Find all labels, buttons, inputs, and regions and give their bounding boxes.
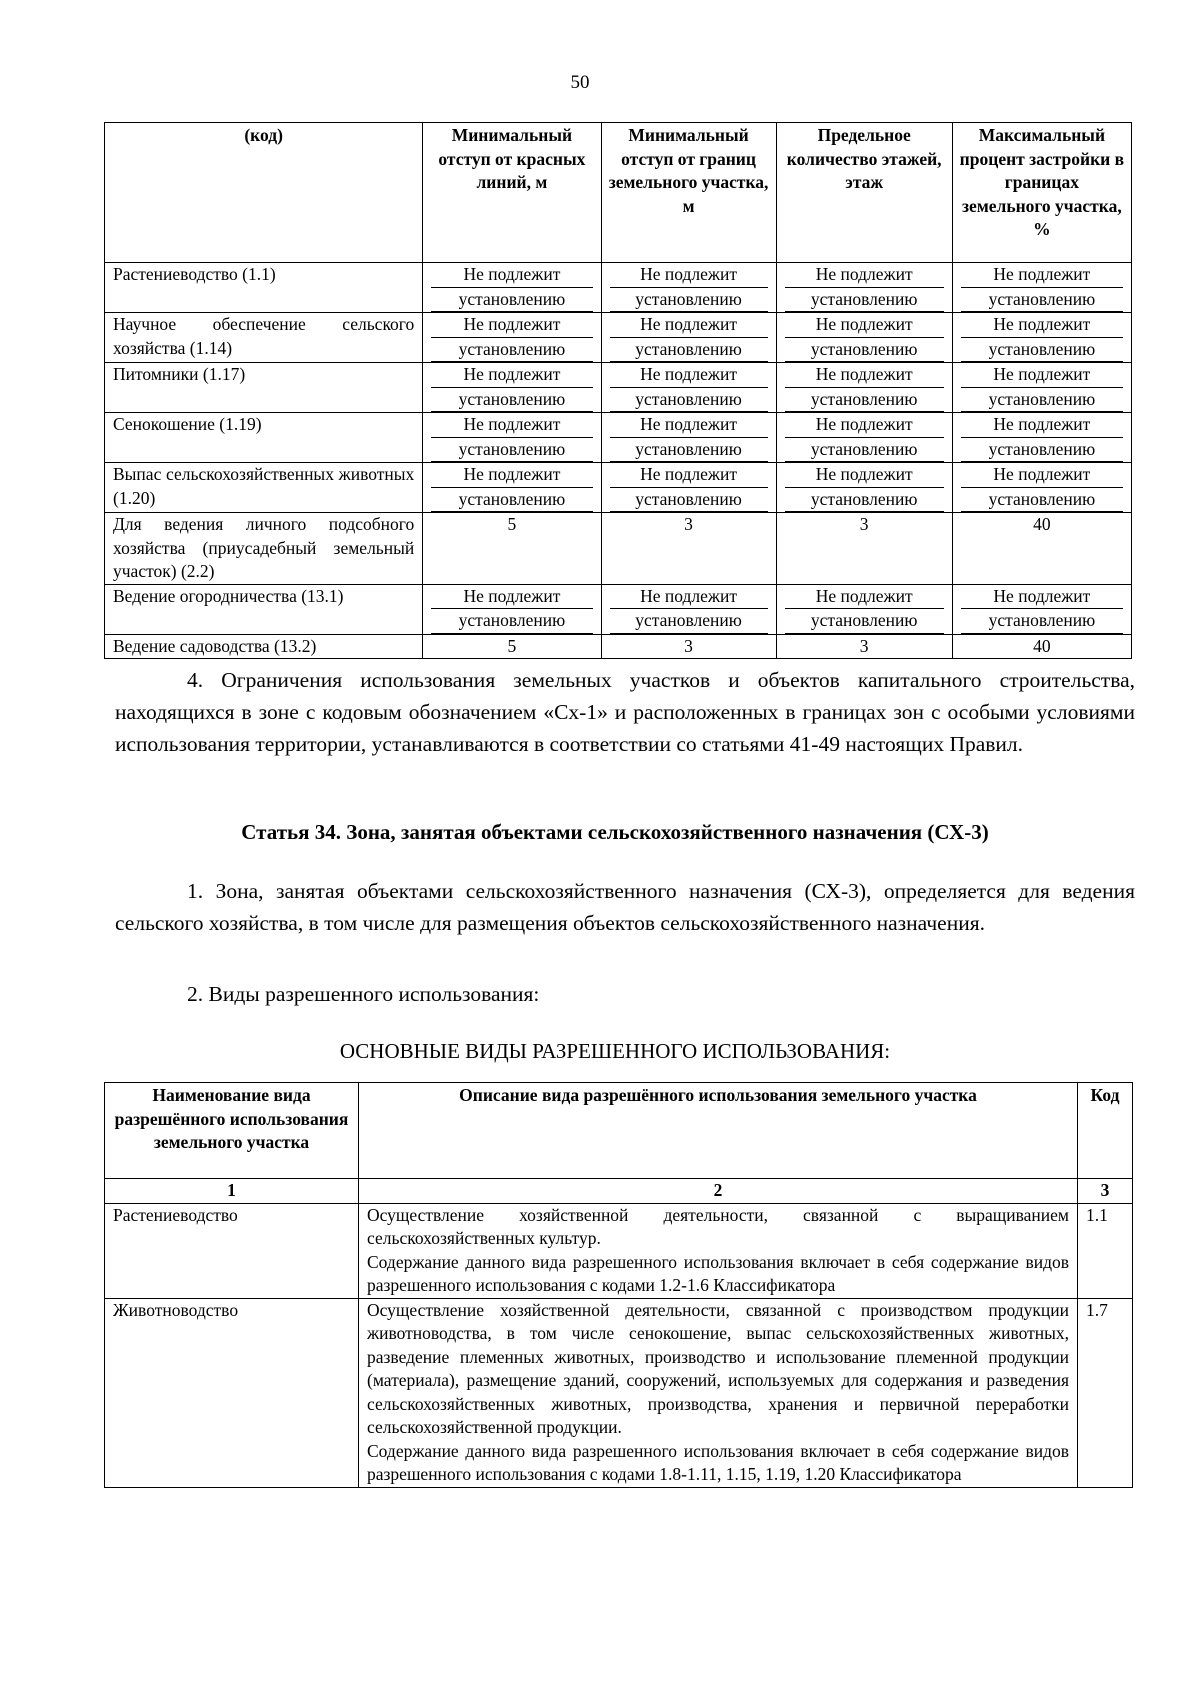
parameter-value-line: 3 [859,514,869,534]
paragraph-4-text: 4. Ограничения использования земельных участков и объектов капитального строительства, находящихся в зоне с кодовым обозначением «Сх-1» и расположенных в границах зон с особыми условиями использования территории, устанавливаются в соответствии со статьями 41-49 настоящих Правил. [115,668,1135,756]
use-description-paragraph: Осуществление хозяйственной деятельности, связанной с производством продукции животноводства, в том числе сенокошение, выпас сельскохозяйственных животных, разведение племенных животных, производство и использование племенной продукции (материала), размещение зданий, сооружений, используемых для содержания и разведения сельскохозяйственных животных, производства, хранения и первичной переработки сельскохозяйственной продукции. [367,1299,1069,1437]
table-row [105,413,1132,463]
parameter-value [423,513,601,585]
parameter-value-line: установлению [610,488,768,513]
page-number: 50 [570,72,590,93]
parameter-value-line: установлению [431,388,592,413]
parameter-value-line: установлению [785,609,944,634]
parameter-value-line: установлению [431,488,592,513]
land-use-name: Научное обеспечение сельского хозяйства (1.14) [105,313,423,363]
table-row [105,584,1132,634]
parameter-value-line: установлению [785,388,944,413]
parameter-value-line: установлению [610,288,768,313]
parameter-value [952,634,1131,659]
land-use-name: Для ведения личного подсобного хозяйства (приусадебный земельный участок) (2.2) [105,513,423,585]
parameter-value [423,463,601,513]
table2-header-code: Код [1078,1083,1133,1179]
parameter-value-line: Не подлежит [961,463,1123,488]
table1-header-code: (код) [105,123,423,263]
parameter-value [776,263,952,313]
parameter-value [952,463,1131,513]
table2-column-number: 1 [105,1179,359,1204]
table-row [105,1203,1133,1298]
table1-header-red-line-offset: Минимальный отступ от красных линий, м [423,123,601,263]
parameter-value-line: Не подлежит [610,413,768,438]
parameter-value-line: Не подлежит [610,263,768,288]
parameter-value-line: Не подлежит [610,363,768,388]
parameter-value-line: установлению [961,609,1123,634]
parameter-value [952,313,1131,363]
parameter-value-line: установлению [785,488,944,513]
table2-header-name: Наименование вида разрешённого использования земельного участка [105,1083,359,1179]
parameter-value-line: Не подлежит [785,585,944,610]
table2-column-number: 2 [359,1179,1078,1204]
parameter-value-line: 5 [507,635,517,656]
parameter-value-line: Не подлежит [785,413,944,438]
parameter-value-line: 3 [859,635,869,656]
table1-header-boundary-offset: Минимальный отступ от границ земельного участка, м [601,123,776,263]
parameter-value-line: установлению [961,488,1123,513]
land-use-name: Растениеводство (1.1) [105,263,423,313]
use-description-paragraph: Осуществление хозяйственной деятельности, связанной с выращиванием сельскохозяйственных культур. [367,1204,1069,1248]
parameter-value [601,413,776,463]
parameter-value-line: Не подлежит [785,313,944,338]
land-use-name: Ведение огородничества (13.1) [105,584,423,634]
land-use-name: Ведение садоводства (13.2) [105,634,423,659]
table-row [105,1298,1133,1487]
parameter-value [601,263,776,313]
parameter-value-line: Не подлежит [431,463,592,488]
parameter-value [952,363,1131,413]
use-code: 1.1 [1078,1203,1133,1298]
parameter-value [601,634,776,659]
parameter-value-line: Не подлежит [610,463,768,488]
parameter-value [601,513,776,585]
parameter-value-line: Не подлежит [961,363,1123,388]
table-row [105,513,1132,585]
parameter-value [601,463,776,513]
parameter-value-line: Не подлежит [431,263,592,288]
parameter-value [952,413,1131,463]
parameter-value-line: Не подлежит [961,313,1123,338]
parameter-value-line: 5 [507,514,517,534]
land-use-name: Сенокошение (1.19) [105,413,423,463]
table-row [105,363,1132,413]
parameter-value [776,584,952,634]
parameter-value [776,513,952,585]
table2-header-description: Описание вида разрешённого использования земельного участка [359,1083,1078,1179]
parameter-value [776,363,952,413]
parameter-value-line: установлению [431,609,592,634]
parameter-value-line: установлению [431,338,592,363]
use-name: Растениеводство [105,1203,359,1298]
parameter-value [423,363,601,413]
land-use-parameters-table [104,122,1132,659]
use-description [359,1203,1078,1298]
parameter-value-line: Не подлежит [431,313,592,338]
land-use-name: Выпас сельскохозяйственных животных (1.20) [105,463,423,513]
use-description-paragraph: Содержание данного вида разрешенного использования включает в себя содержание видов разрешенного использования с кодами 1.8-1.11, 1.15, 1.19, 1.20 Классификатора [367,1440,1069,1484]
parameter-value-line: установлению [610,388,768,413]
parameter-value-line: установлению [610,609,768,634]
parameter-value-line: установлению [610,338,768,363]
parameter-value [423,313,601,363]
parameter-value-line: Не подлежит [610,313,768,338]
parameter-value-line: установлению [961,438,1123,463]
parameter-value-line: установлению [785,288,944,313]
parameter-value-line: Не подлежит [785,263,944,288]
use-name: Животноводство [105,1298,359,1487]
parameter-value-line: установлению [785,438,944,463]
parameter-value-line: установлению [610,438,768,463]
parameter-value [952,263,1131,313]
parameter-value-line: Не подлежит [961,585,1123,610]
article-heading: Статья 34. Зона, занятая объектами сельскохозяйственного назначения (СХ-3) [241,820,989,844]
paragraph-2 [115,978,1135,1010]
parameter-value-line: Не подлежит [431,363,592,388]
parameter-value-line: 40 [1033,635,1051,656]
parameter-value-line: установлению [785,338,944,363]
table-row [105,634,1132,659]
table1-header-floors: Предельное количество этажей, этаж [776,123,952,263]
parameter-value [601,363,776,413]
parameter-value [423,263,601,313]
parameter-value-line: 3 [684,635,693,656]
use-description-paragraph: Содержание данного вида разрешенного использования включает в себя содержание видов разрешенного использования с кодами 1.2-1.6 Классификатора [367,1251,1069,1295]
parameter-value-line: установлению [961,288,1123,313]
parameter-value [952,513,1131,585]
use-code: 1.7 [1078,1298,1133,1487]
parameter-value-line: установлению [431,288,592,313]
paragraph-4 [115,664,1135,760]
parameter-value-line: Не подлежит [961,263,1123,288]
parameter-value [423,413,601,463]
land-use-name: Питомники (1.17) [105,363,423,413]
parameter-value-line: Не подлежит [610,585,768,610]
parameter-value [776,463,952,513]
parameter-value [776,413,952,463]
parameter-value-line: Не подлежит [431,413,592,438]
parameter-value-line: установлению [961,338,1123,363]
parameter-value [601,584,776,634]
parameter-value [423,584,601,634]
table-row [105,463,1132,513]
parameter-value [423,634,601,659]
parameter-value-line: Не подлежит [785,363,944,388]
table2-column-number: 3 [1078,1179,1133,1204]
parameter-value-line: Не подлежит [785,463,944,488]
paragraph-2-text: 2. Виды разрешенного использования: [187,982,540,1006]
table-row [105,313,1132,363]
parameter-value-line: 40 [1033,514,1051,534]
parameter-value-line: Не подлежит [431,585,592,610]
table1-header-max-coverage: Максимальный процент застройки в границах земельного участка, % [952,123,1131,263]
parameter-value-line: Не подлежит [961,413,1123,438]
parameter-value-line: установлению [961,388,1123,413]
parameter-value [776,313,952,363]
permitted-use-table [104,1082,1133,1488]
table-row [105,263,1132,313]
paragraph-1-text: 1. Зона, занятая объектами сельскохозяйственного назначения (СХ-3), определяется для ведения сельского хозяйства, в том числе для размещения объектов сельскохозяйственного назначения. [115,879,1135,935]
parameter-value [952,584,1131,634]
use-description [359,1298,1078,1487]
parameter-value [601,313,776,363]
parameter-value-line: установлению [431,438,592,463]
paragraph-1 [115,875,1135,939]
parameter-value [776,634,952,659]
section-title: ОСНОВНЫЕ ВИДЫ РАЗРЕШЕННОГО ИСПОЛЬЗОВАНИЯ: [339,1039,891,1063]
parameter-value-line: 3 [684,514,693,534]
